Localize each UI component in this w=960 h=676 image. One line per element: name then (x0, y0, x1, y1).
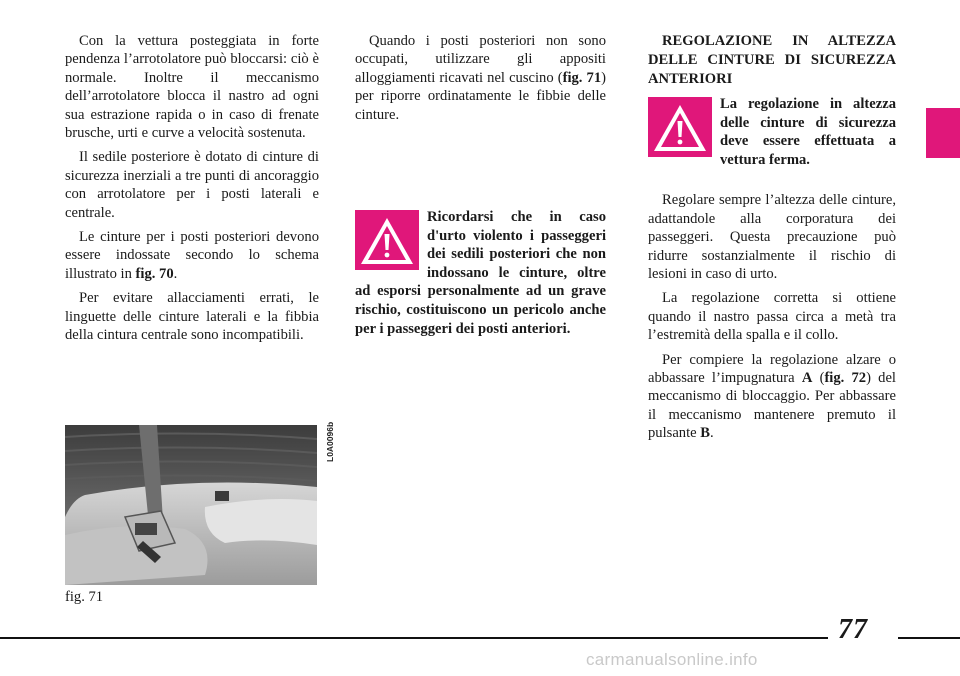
section-side-tab (926, 108, 960, 158)
paragraph: Regolare sempre l’altezza delle cinture, adattandole alla corporatura dei passeggeri. Questa precauzione può ridurre sostanzialmente il rischio di lesioni in caso di urto. (648, 192, 896, 282)
seat-belt-photo (65, 425, 317, 585)
warning-triangle-icon (648, 97, 712, 157)
figure-reference: fig. 71 (562, 69, 602, 86)
punctuation: . (710, 425, 714, 442)
figure-caption: fig. 71 (65, 589, 104, 605)
footer-rule-right (898, 637, 960, 639)
paragraph (65, 228, 319, 283)
warning-triangle-icon (355, 210, 419, 270)
section-heading: REGOLAZIONE IN ALTEZZA DELLE CINTURE DI SICUREZZA ANTERIORI (648, 33, 896, 87)
column-left (65, 32, 319, 351)
paragraph-text: ) del meccanismo di bloccaggio. Per abbassare il meccanismo mantenere premuto il pulsante (648, 370, 896, 442)
figure-code (322, 418, 336, 462)
paragraph-text: ) per riporre ordinatamente le fibbie delle cinture. (355, 69, 607, 123)
watermark: carmanualsonline.info (586, 650, 758, 669)
label-a: A (801, 370, 813, 387)
paragraph (355, 32, 606, 124)
paragraph-text: Quando i posti posteriori non sono occupati, utilizzare gli appositi alloggiamenti ricavati nel cuscino ( (355, 33, 606, 86)
page-number: 77 (838, 614, 868, 645)
warning-block (648, 95, 896, 169)
figure-reference: fig. 72 (824, 370, 867, 387)
warning-block (355, 208, 606, 338)
paragraph-text: Per compiere la regolazione alzare o abbassare l’impugnatura (648, 351, 896, 387)
column-right (648, 32, 896, 449)
footer-rule-left (0, 637, 828, 639)
label-b: B (700, 425, 711, 442)
punctuation: . (173, 265, 178, 282)
warning-text: Ricordarsi che in caso d'urto violento i passeggeri dei sedili posteriori che non indossano le cinture, oltre ad esporsi personalmente ad un grave rischio, costituiscono un pericolo anche per i passeggeri dei posti anteriori. (355, 209, 606, 337)
svg-text:L0A0096b: L0A0096b (325, 421, 335, 462)
paragraph: Per evitare allacciamenti errati, le linguette delle cinture laterali e la fibbia della cintura centrale sono incompatibili. (65, 290, 319, 344)
rear-seat-illustration (65, 425, 317, 585)
column-middle (355, 32, 606, 130)
warning-text: La regolazione in altezza delle cinture di sicurezza deve essere effettuata a vettura ferma. (720, 96, 896, 168)
figure-reference: fig. 70 (135, 265, 174, 282)
paragraph: La regolazione corretta si ottiene quando il nastro passa circa a metà tra l’estremità della spalla e il collo. (648, 290, 896, 344)
paragraph: Con la vettura posteggiata in forte pendenza l’arrotolatore può bloccarsi: ciò è normale. Inoltre il meccanismo dell’arrotolatore blocca il nastro ad ogni sua estrazione rapida o in caso di frenate brusche, urti e curve a velocità sostenuta. (65, 33, 319, 142)
paragraph: Il sedile posteriore è dotato di cinture di sicurezza inerziali a tre punti di ancoraggio con arrotolatore per i posti laterali e centrale. (65, 149, 319, 221)
paragraph (648, 351, 896, 443)
paragraph-text: Le cinture per i posti posteriori devono essere indossate secondo lo schema illustrato in (65, 229, 319, 282)
punctuation: ( (819, 370, 825, 387)
